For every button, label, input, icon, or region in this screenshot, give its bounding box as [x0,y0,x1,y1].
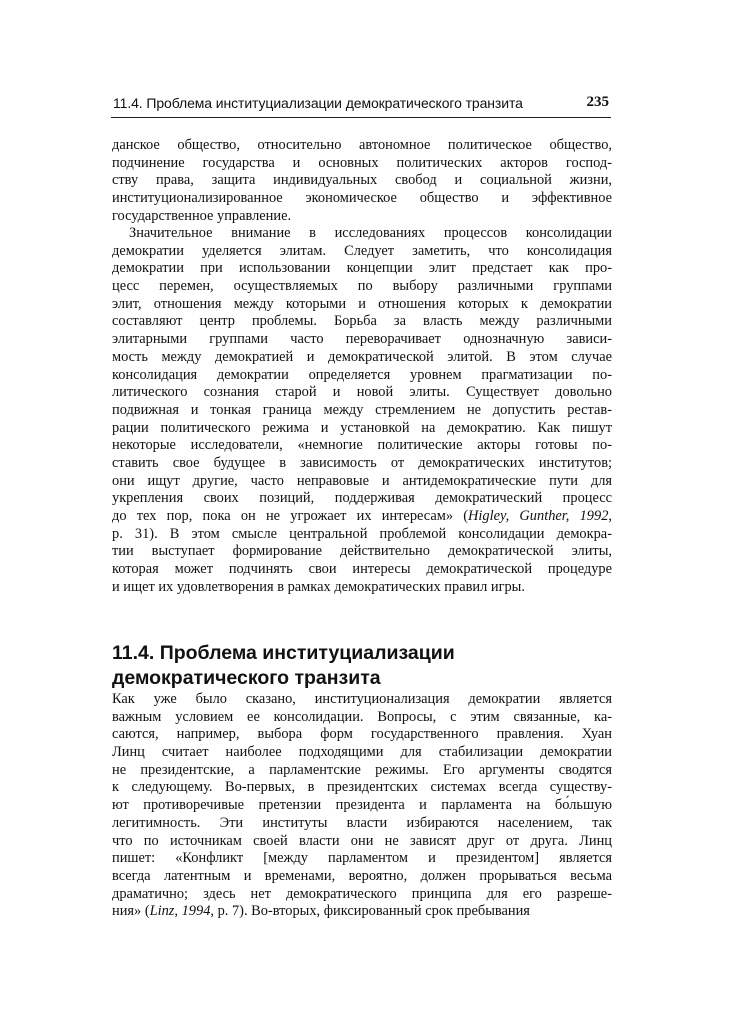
text-line: мость между демократией и демократической элитой. В этом случае [112,348,612,365]
text-line-with-citation [112,508,612,526]
text-line: подчинение государства и основных политических акторов господ- [112,154,612,171]
text-line: ставить свое будущее в зависимость от демократических институтов; [112,454,612,471]
text-line: драматично; здесь нет демократического принципа для его разреше- [112,885,612,902]
text-line: подвижная и тонкая граница между стремлением не допустить рестав- [112,401,612,418]
page-number: 235 [586,94,609,110]
text-line: Линц считает наиболее подходящими для стабилизации демократии [112,744,612,761]
text-line: не президентские, а парламентские режимы. Его аргументы сводятся [112,761,612,778]
text-line: цесс перемен, осуществляемых по выбору различными группами [112,278,612,295]
section-heading-line: 11.4. Проблема институциализации [112,642,455,664]
running-head-title: 11.4. Проблема институциализации демократического транзита [113,95,523,111]
text-segment: ния» ( [112,903,150,920]
text-line: рации политического режима и установкой на демократию. Как пишут [112,419,612,436]
text-line: важным условием ее консолидации. Вопросы, с этим связанные, ка- [112,708,612,725]
text-line: они ищут другие, часто неправовые и антидемократические пути для [112,472,612,489]
text-line: и ищет их удовлетворения в рамках демократических правил игры. [112,578,525,595]
text-line: укрепления своих позиций, поддерживая демократический процесс [112,490,612,507]
section-heading [112,641,612,691]
text-line: пишет: «Конфликт [между парламентом и президентом] является [112,850,612,867]
text-line-with-citation [112,903,612,921]
text-line: элит, отношения между которыми и отношения которых к демократии [112,295,612,312]
paragraph-3 [112,691,612,921]
text-line: всегда латентным и временами, вероятно, должен прорываться весьма [112,867,612,884]
text-line: к следующему. Во-первых, в президентских системах всегда существу- [112,779,612,796]
text-line: данское общество, относительно автономное политическое общество, [112,137,612,153]
text-line: ству права, защита индивидуальных свобод и социальной жизни, [112,172,612,189]
citation: Linz, 1994 [149,903,211,920]
text-line: демократии при использовании концепции элит предстает как про- [112,260,612,277]
text-line: саются, например, выбора форм государственного правления. Хуан [112,726,612,743]
text-line: легитимность. Эти институты власти избираются населением, так [112,814,612,831]
text-line: демократии уделяется элитам. Следует заметить, что консолидация [112,242,612,259]
text-line: ют противоречивые претензии президента и парламента на бо́льшую [112,797,612,814]
text-line: тии выступает формирование действительно демократической элиты, [112,543,612,560]
paragraph-2 [112,225,612,596]
text-line: государственное управление. [112,207,292,224]
text-line: элитарными группами часто переворачивает однозначную зависи- [112,331,612,348]
text-line: составляют центр проблемы. Борьба за власть между различными [112,313,612,330]
text-line: Значительное внимание в исследованиях процессов консолидации [129,225,612,241]
text-segment: до тех пор, пока он не угрожает их интересам» ( [112,508,469,524]
text-line: литического сознания старой и новой элиты. Существует довольно [112,384,612,401]
text-line: которая может подчинять свои интересы демократической процедуре [112,561,612,578]
text-segment: , [608,508,612,524]
citation: Higley, Gunther, 1992 [468,508,609,524]
text-line: институционализированное экономическое общество и эффективное [112,190,612,207]
text-line: что по источникам своей власти они не зависят друг от друга. Линц [112,832,612,849]
text-line: р. 31). В этом смысле центральной проблемой консолидации демокра- [112,525,612,542]
running-head [111,93,611,118]
paragraph-1 [112,137,612,225]
text-segment: , р. 7). Во-вторых, фиксированный срок пребывания [210,903,530,920]
section-heading-line: демократического транзита [112,667,381,689]
text-line: консолидация демократии определяется уровнем прагматизации по- [112,366,612,383]
text-line: некоторые исследователи, «немногие политические акторы готовы по- [112,437,612,454]
text-line: Как уже было сказано, институционализация демократии является [112,691,612,707]
